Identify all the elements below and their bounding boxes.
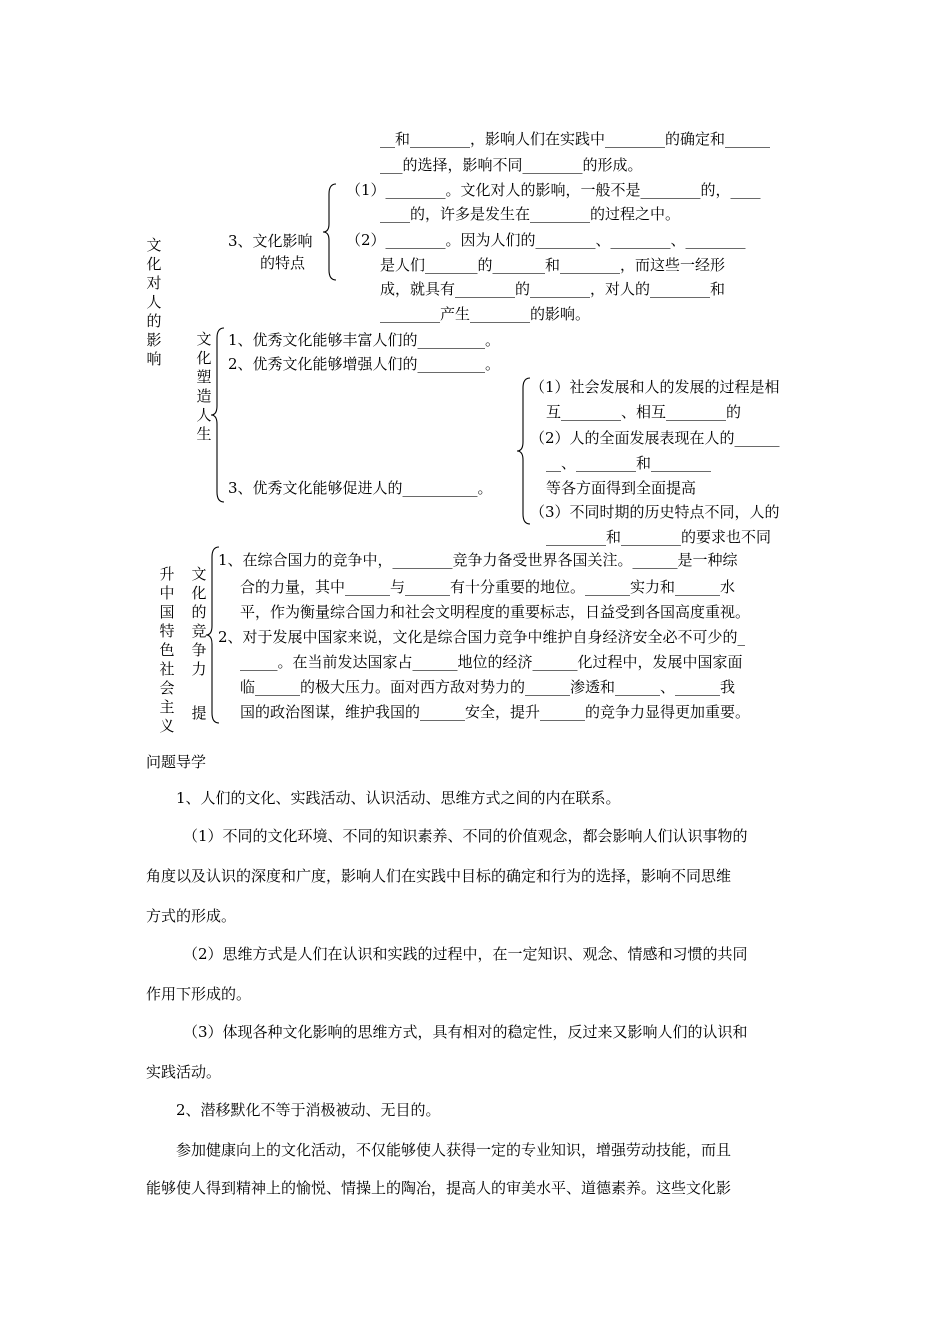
comp-line-1: 1、在综合国力的竞争中，________竞争力备受世界各国关注。______是一种综 — [218, 551, 738, 569]
dev-2-line-3: 等各方面得到全面提高 — [546, 479, 697, 497]
dev-3-line-1: （3）不同时期的历史特点不同，人的 — [530, 503, 780, 521]
side-title — [145, 236, 163, 369]
answer-1-line-1: （1）不同的文化环境、不同的知识素养、不同的价值观念，都会影响人们认识事物的 — [183, 827, 748, 845]
paragraph-line-1: 参加健康向上的文化活动，不仅能够使人获得一定的专业知识，增强劳动技能，而且 — [176, 1141, 732, 1159]
comp-side-title-text: 升中国特色社会主义 — [159, 565, 175, 735]
shape-title-text: 文化塑造人生 — [196, 330, 212, 443]
answer-2-line-2: 作用下形成的。 — [146, 985, 252, 1003]
feature-brace — [322, 182, 340, 282]
comp-line-4: 2、对于发展中国家来说，文化是综合国力竞争中维护自身经济安全必不可少的_ — [218, 628, 746, 646]
shape-brace — [210, 326, 228, 504]
shape-item-2: 2、优秀文化能够增强人们的_________。 — [228, 355, 501, 373]
feature-1-line-2: ____的，许多是发生在________的过程之中。 — [380, 205, 681, 223]
guide-question-2: 2、潜移默化不等于消极被动、无目的。 — [176, 1101, 441, 1119]
top-line-1: __和________，影响人们在实践中________的确定和______ — [380, 130, 771, 148]
comp-title-text: 文化的竞争力 — [191, 565, 207, 678]
answer-1-line-3: 方式的形成。 — [146, 907, 237, 925]
side-title-text: 文化对人的影响 — [146, 236, 162, 368]
top-line-2: ___的选择，影响不同________的形成。 — [380, 156, 643, 174]
answer-2-line-1: （2）思维方式是人们在认识和实践的过程中，在一定知识、观念、情感和习惯的共同 — [183, 945, 748, 963]
dev-1-line-1: （1）社会发展和人的发展的过程是相 — [530, 378, 780, 396]
paragraph-line-2: 能够使人得到精神上的愉悦、情操上的陶冶，提高人的审美水平、道德素养。这些文化影 — [146, 1179, 732, 1197]
dev-2-line-1: （2）人的全面发展表现在人的______ — [530, 429, 780, 447]
dev-2-line-2: __、________和________ — [546, 454, 712, 472]
feature-2-line-3: 成，就具有________的________，对人的________和 — [380, 280, 726, 298]
feature-label: 3、文化影响 — [228, 232, 313, 250]
dev-3-line-2: ________和________的要求也不同 — [546, 528, 772, 546]
feature-label-2: 的特点 — [260, 254, 306, 272]
answer-3-line-1: （3）体现各种文化影响的思维方式，具有相对的稳定性，反过来又影响人们的认识和 — [183, 1023, 748, 1041]
feature-2-line-2: 是人们_______的_______和________，而这些一经形 — [380, 256, 726, 274]
shape-item-3: 3、优秀文化能够促进人的__________。 — [228, 479, 493, 497]
comp-line-5: _____。在当前发达国家占______地位的经济______化过程中，发展中国家面 — [240, 653, 743, 671]
guide-heading: 问题导学 — [146, 753, 207, 771]
feature-2-line-4: ________产生________的影响。 — [380, 305, 591, 323]
comp-line-6: 临______的极大压力。面对西方敌对势力的______渗透和______、______我 — [240, 678, 736, 696]
dev-1-line-2: 互________、相互________的 — [546, 403, 742, 421]
comp-line-2: 合的力量，其中______与______有十分重要的地位。______实力和______水 — [240, 578, 736, 596]
shape-item-1: 1、优秀文化能够丰富人们的_________。 — [228, 331, 501, 349]
feature-1-line-1: （1）________。文化对人的影响，一般不是________的，____ — [346, 181, 761, 199]
comp-line-3: 平，作为衡量综合国力和社会文明程度的重要标志，日益受到各国高度重视。 — [240, 603, 751, 621]
comp-line-7: 国的政治图谋，维护我国的______安全，提升______的竞争力显得更加重要。 — [240, 703, 751, 721]
guide-question-1: 1、人们的文化、实践活动、认识活动、思维方式之间的内在联系。 — [176, 789, 621, 807]
comp-title-ti-text: 提 — [191, 704, 207, 722]
answer-3-line-2: 实践活动。 — [146, 1063, 222, 1081]
comp-side-title — [158, 565, 176, 736]
answer-1-line-2: 角度以及认识的深度和广度，影响人们在实践中目标的确定和行为的选择，影响不同思维 — [146, 867, 732, 885]
feature-2-line-1: （2）________。因为人们的________、________、________ — [346, 231, 746, 249]
